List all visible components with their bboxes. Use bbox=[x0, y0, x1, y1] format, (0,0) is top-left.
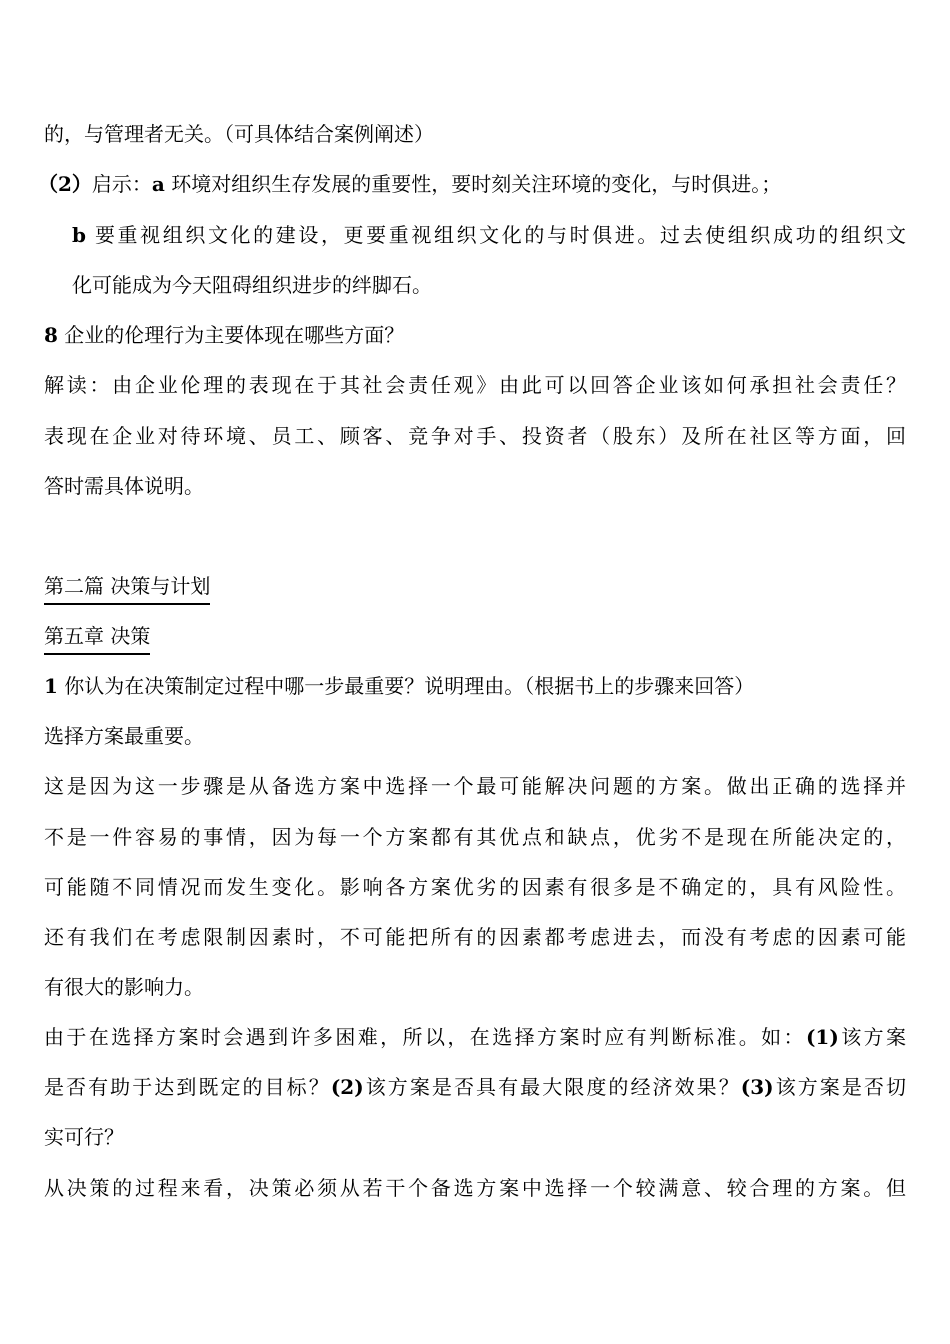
text-line: 解读：由企业伦理的表现在于其社会责任观》由此可以回答企业该如何承担社会责任？ bbox=[44, 373, 906, 397]
text-line: 有很大的影响力。 bbox=[44, 975, 204, 999]
item-number: （2） bbox=[38, 172, 92, 196]
text-line: 答时需具体说明。 bbox=[44, 474, 204, 498]
text-line: 从决策的过程来看，决策必须从若干个备选方案中选择一个较满意、较合理的方案。但 bbox=[44, 1176, 906, 1200]
text-line: 选择方案最重要。 bbox=[44, 724, 204, 748]
text-span: 启示： bbox=[91, 172, 152, 196]
chapter-title: 第五章 决策 bbox=[44, 621, 150, 655]
text-line bbox=[44, 1019, 906, 1055]
text-span: 由于在选择方案时会遇到许多困难，所以，在选择方案时应有判断标准。如： bbox=[44, 1025, 806, 1049]
text-line: 可能随不同情况而发生变化。影响各方案优劣的因素有很多是不确定的，具有风险性。 bbox=[44, 875, 906, 899]
text-span: 该方案 bbox=[838, 1025, 907, 1049]
part-title-line bbox=[44, 568, 906, 605]
text-line: 的，与管理者无关。（可具体结合案例阐述） bbox=[44, 122, 434, 146]
text-span: 环境对组织生存发展的重要性，要时刻关注环境的变化，与时俱进。； bbox=[164, 172, 782, 196]
criterion-number: (1) bbox=[805, 1025, 839, 1049]
text-span: 要重视组织文化的建设，更要重视组织文化的与时俱进。过去使组织成功的组织文 bbox=[85, 223, 906, 247]
criterion-number: (2) bbox=[330, 1075, 364, 1099]
text-span: 该方案是否具有最大限度的经济效果？ bbox=[363, 1075, 741, 1099]
text-line: 化可能成为今天阻碍组织进步的绊脚石。 bbox=[72, 273, 432, 297]
question-line bbox=[44, 668, 906, 704]
text-span: 是否有助于达到既定的目标？ bbox=[44, 1075, 331, 1099]
criterion-number: (3) bbox=[740, 1075, 774, 1099]
text-line: 表现在企业对待环境、员工、顾客、竞争对手、投资者（股东）及所在社区等方面，回 bbox=[44, 424, 906, 448]
text-line bbox=[72, 217, 906, 253]
text-line: 还有我们在考虑限制因素时，不可能把所有的因素都考虑进去，而没有考虑的因素可能 bbox=[44, 925, 906, 949]
question-line bbox=[44, 317, 906, 353]
question-number: 8 bbox=[44, 323, 58, 347]
text-line: 不是一件容易的事情，因为每一个方案都有其优点和缺点，优劣不是现在所能决定的， bbox=[44, 825, 906, 849]
item-letter: b bbox=[72, 223, 86, 247]
item-letter: a bbox=[151, 172, 165, 196]
text-line bbox=[38, 166, 900, 202]
question-text: 企业的伦理行为主要体现在哪些方面？ bbox=[57, 323, 405, 347]
text-line: 这是因为这一步骤是从备选方案中选择一个最可能解决问题的方案。做出正确的选择并 bbox=[44, 774, 906, 798]
question-number: 1 bbox=[44, 674, 58, 698]
part-title: 第二篇 决策与计划 bbox=[44, 571, 210, 605]
text-line bbox=[44, 1069, 906, 1105]
chapter-title-line bbox=[44, 618, 906, 655]
text-span: 该方案是否切 bbox=[773, 1075, 906, 1099]
text-line: 实可行？ bbox=[44, 1125, 124, 1149]
question-text: 你认为在决策制定过程中哪一步最重要？说明理由。（根据书上的步骤来回答） bbox=[57, 674, 755, 698]
